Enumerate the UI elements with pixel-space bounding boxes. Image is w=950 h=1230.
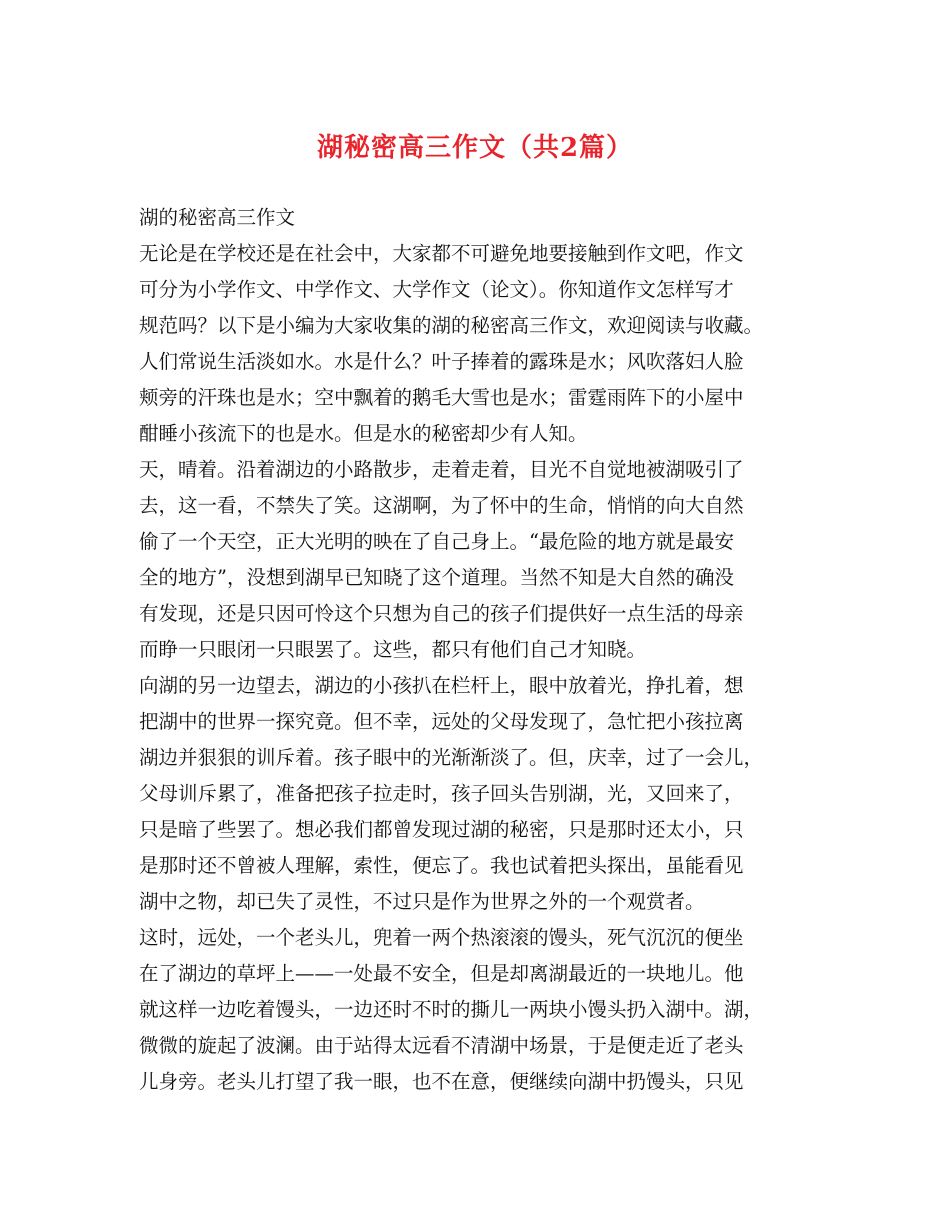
body-line: 偷了一个天空，正大光明的映在了自己身上。“最危险的地方就是最安 <box>139 530 734 553</box>
body-line: 去，这一看，不禁失了笑。这湖啊，为了怀中的生命，悄悄的向大自然 <box>139 494 744 517</box>
body-line: 湖中之物，却已失了灵性，不过只是作为世界之外的一个观赏者。 <box>139 890 705 913</box>
body-line: 规范吗？以下是小编为大家收集的湖的秘密高三作文，欢迎阅读与收藏。 <box>139 314 764 337</box>
body-line: 人们常说生活淡如水。水是什么？叶子捧着的露珠是水；风吹落妇人脸 <box>139 350 744 373</box>
document-body <box>139 200 829 1100</box>
body-line: 只是暗了些罢了。想必我们都曾发现过湖的秘密，只是那时还太小，只 <box>139 818 744 841</box>
body-line: 颊旁的汗珠也是水；空中飘着的鹅毛大雪也是水；雷霆雨阵下的小屋中 <box>139 386 744 409</box>
body-line: 无论是在学校还是在社会中，大家都不可避免地要接触到作文吧，作文 <box>139 242 744 265</box>
body-line: 把湖中的世界一探究竟。但不幸，远处的父母发现了，急忙把小孩拉离 <box>139 710 744 733</box>
body-line: 儿身旁。老头儿打望了我一眼，也不在意，便继续向湖中扔馒头，只见 <box>139 1070 744 1093</box>
body-line: 在了湖边的草坪上——一处最不安全，但是却离湖最近的一块地儿。他 <box>139 962 744 985</box>
essay-subtitle: 湖的秘密高三作文 <box>139 206 296 229</box>
body-line: 全的地方”，没想到湖早已知晓了这个道理。当然不知是大自然的确没 <box>139 566 734 589</box>
body-line: 是那时还不曾被人理解，索性，便忘了。我也试着把头探出，虽能看见 <box>139 854 744 877</box>
body-line: 酣睡小孩流下的也是水。但是水的秘密却少有人知。 <box>139 422 588 445</box>
body-line: 向湖的另一边望去，湖边的小孩扒在栏杆上，眼中放着光，挣扎着，想 <box>139 674 744 697</box>
body-line: 这时，远处，一个老头儿，兜着一两个热滚滚的馒头，死气沉沉的便坐 <box>139 926 744 949</box>
document-title: 湖秘密高三作文（共2篇） <box>316 133 634 163</box>
body-line: 可分为小学作文、中学作文、大学作文（论文）。你知道作文怎样写才 <box>139 278 734 301</box>
body-line: 就这样一边吃着馒头，一边还时不时的撕儿一两块小馒头扔入湖中。湖， <box>139 998 764 1021</box>
body-line: 父母训斥累了，准备把孩子拉走时，孩子回头告别湖，光，又回来了， <box>139 782 744 805</box>
body-line: 而睁一只眼闭一只眼罢了。这些，都只有他们自己才知晓。 <box>139 638 647 661</box>
body-line: 有发现，还是只因可怜这个只想为自己的孩子们提供好一点生活的母亲 <box>139 602 744 625</box>
body-line: 天，晴着。沿着湖边的小路散步，走着走着，目光不自觉地被湖吸引了 <box>139 458 744 481</box>
body-line: 微微的旋起了波澜。由于站得太远看不清湖中场景，于是便走近了老头 <box>139 1034 744 1057</box>
body-line: 湖边并狠狠的训斥着。孩子眼中的光渐渐淡了。但，庆幸，过了一会儿， <box>139 746 764 769</box>
